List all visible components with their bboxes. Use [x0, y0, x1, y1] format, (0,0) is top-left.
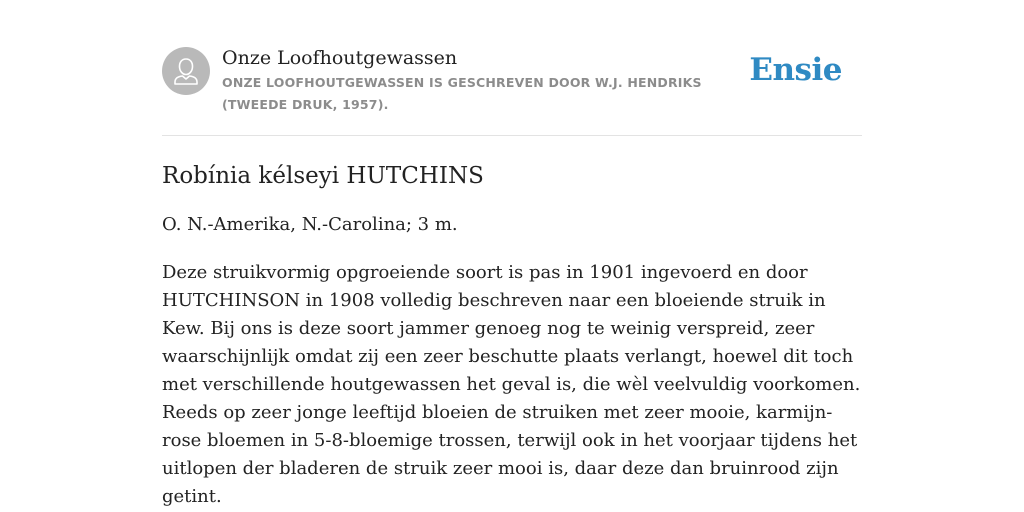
- source-header: [162, 0, 862, 136]
- entry-body: Deze struikvormig opgroeiende soort is pas in 1901 ingevoerd en door HUTCHINSON in 1908 volledig beschreven naar een bloeiende struik in Kew. Bij ons is deze soort jammer genoeg nog te weinig verspreid, zeer waarschijnlijk omdat zij een zeer beschutte plaats verlangt, hoewel dit toch met verschillende houtgewassen het geval is, die wèl veelvuldig voorkomen. Reeds op zeer jonge leeftijd bloeien de struiken met zeer mooie, karmijn-rose bloemen in 5-8-bloemige trossen, terwijl ook in het voorjaar tijdens het uitlopen der bladeren de struik zeer mooi is, daar deze dan bruinrood zijn getint.: [162, 262, 861, 507]
- entry-content: [162, 136, 862, 511]
- book-title-link[interactable]: Onze Loofhoutgewassen: [222, 47, 458, 69]
- book-subtitle: ONZE LOOFHOUTGEWASSEN IS GESCHREVEN DOOR W.J. HENDRIKS (TWEEDE DRUK, 1957).: [222, 75, 702, 112]
- author-avatar[interactable]: [162, 47, 210, 95]
- entry-origin: O. N.-Amerika, N.-Carolina; 3 m.: [162, 214, 458, 235]
- ensie-logo[interactable]: Ensie: [749, 52, 842, 88]
- document-card: [162, 0, 862, 511]
- user-icon: [162, 47, 210, 95]
- entry-title: Robínia kélseyi HUTCHINS: [162, 163, 484, 189]
